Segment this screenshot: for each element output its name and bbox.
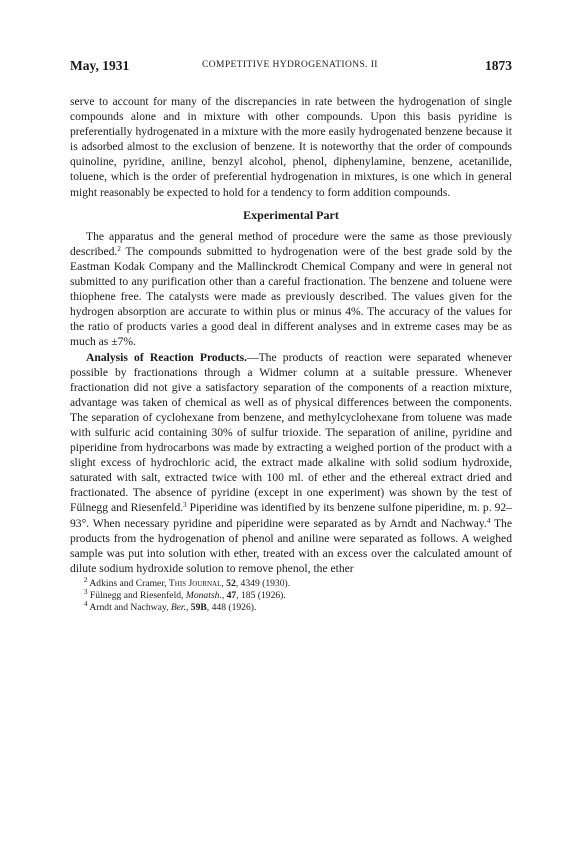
- footnote-pages: , 4349 (1930).: [235, 577, 291, 589]
- footnote-sep: ,: [221, 590, 227, 602]
- footnote-journal: Ber.: [170, 602, 186, 614]
- journal-page: [70, 58, 512, 615]
- footnote-authors: Arndt and Nachway,: [89, 602, 171, 614]
- footnote-sep: ,: [221, 577, 227, 589]
- footnote: [84, 602, 512, 614]
- footnote: [84, 590, 512, 602]
- section-heading: Experimental Part: [243, 207, 339, 222]
- paragraph-text: Piperidine was identified by its benzene sulfone piperidine, m. p. 92–93°. When necessary pyridine and piperidine were separated as by Arndt and Nachway.: [70, 501, 512, 530]
- running-head: [70, 58, 512, 80]
- footnote-pages: , 448 (1926).: [206, 602, 257, 614]
- footnote-sep: ,: [186, 602, 191, 614]
- footnote-number: 2: [84, 575, 88, 584]
- footnote-pages: , 185 (1926).: [236, 590, 286, 602]
- paragraph-text: The apparatus and the general method of procedure were the same as those previously described.: [70, 229, 512, 258]
- paragraph-text: —The products of reaction were separated whenever possible by fractionations through a Widmer column at a suitable pressure. Whenever fractionation did not give a satisfactory separation of the components of a reaction mixture, advantage was taken of chemical as well as of physical differences between the components. The separation of cyclohexane from benzene, and methylcyclohexane from toluene was made with sulfuric acid containing 30% of sulfur trioxide. The separation of aniline, pyridine and piperidine from hydrocarbons was made by extracting a weighed portion of the product with a slight excess of hydrochloric acid, the extract made alkaline with solid sodium hydroxide, saturated with salt, extracted twice with 100 ml. of ether and the ethereal extract dried and fractionated. The absence of pyridine (except in one experiment) was shown by the test of Fülnegg and Riesenfeld.: [70, 350, 512, 515]
- article-body: [70, 94, 512, 576]
- footnotes: [70, 575, 512, 615]
- paragraph-analysis: [70, 350, 512, 576]
- footnote-number: 4: [84, 600, 88, 609]
- footnote-number: 3: [84, 588, 88, 597]
- footnote-authors: Fülnegg and Riesenfeld,: [89, 590, 186, 602]
- footnote-volume: 59B: [190, 602, 207, 614]
- footnote: [84, 575, 512, 590]
- footnote-ref: 4: [486, 516, 491, 525]
- footnote-ref: 3: [183, 501, 187, 510]
- run-in-heading: Analysis of Reaction Products.: [86, 350, 247, 364]
- footnote-volume: 52: [226, 577, 236, 589]
- issue-date: May, 1931: [70, 58, 130, 73]
- footnote-journal: This Journal: [168, 577, 222, 589]
- page-number: 1873: [485, 58, 512, 73]
- paragraph-continuation: serve to account for many of the discrepancies in rate between the hydrogenation of single compounds alone and in mixture with other compounds. Upon this basis pyridine is preferentially hydrogenated in a mixture with the more easily hydrogenated benzene because it is adsorbed almost to the exclusion of benzene. It is noteworthy that the order of compounds quinoline, pyridine, aniline, benzyl alcohol, phenol, diphenylamine, benzene, acetanilide, toluene, which is the order of preferential hydrogenation in mixtures, is one which in general might reasonably be expected to hold for a tendency to form addition compounds.: [70, 95, 512, 199]
- paragraph-apparatus: [70, 229, 512, 350]
- paragraph-text: The compounds submitted to hydrogenation were of the best grade sold by the Eastman Kodak Company and the Mallinckrodt Chemical Company and were in general not submitted to any purification other than a careful fractionation. The benzene and toluene were thiophene free. The catalysts were made as previously described. The values given for the hydrogen absorption are accurate to within plus or minus 4%. The accuracy of the values for the ratio of products varies a good deal in different analyses and in extreme cases may be as much as ±7%.: [70, 244, 512, 349]
- running-title: COMPETITIVE HYDROGENATIONS. II: [202, 60, 378, 70]
- footnote-journal: Monatsh.: [185, 590, 222, 602]
- footnote-volume: 47: [226, 590, 237, 602]
- footnote-ref: 2: [117, 244, 121, 253]
- footnote-authors: Adkins and Cramer,: [89, 577, 169, 589]
- paragraph-text: The products from the hydrogenation of phenol and aniline were separated as follows. A weighed sample was put into solution with ether, treated with an excess over the calculated amount of dilute sodium hydroxide solution to remove phenol, the ether: [70, 516, 512, 575]
